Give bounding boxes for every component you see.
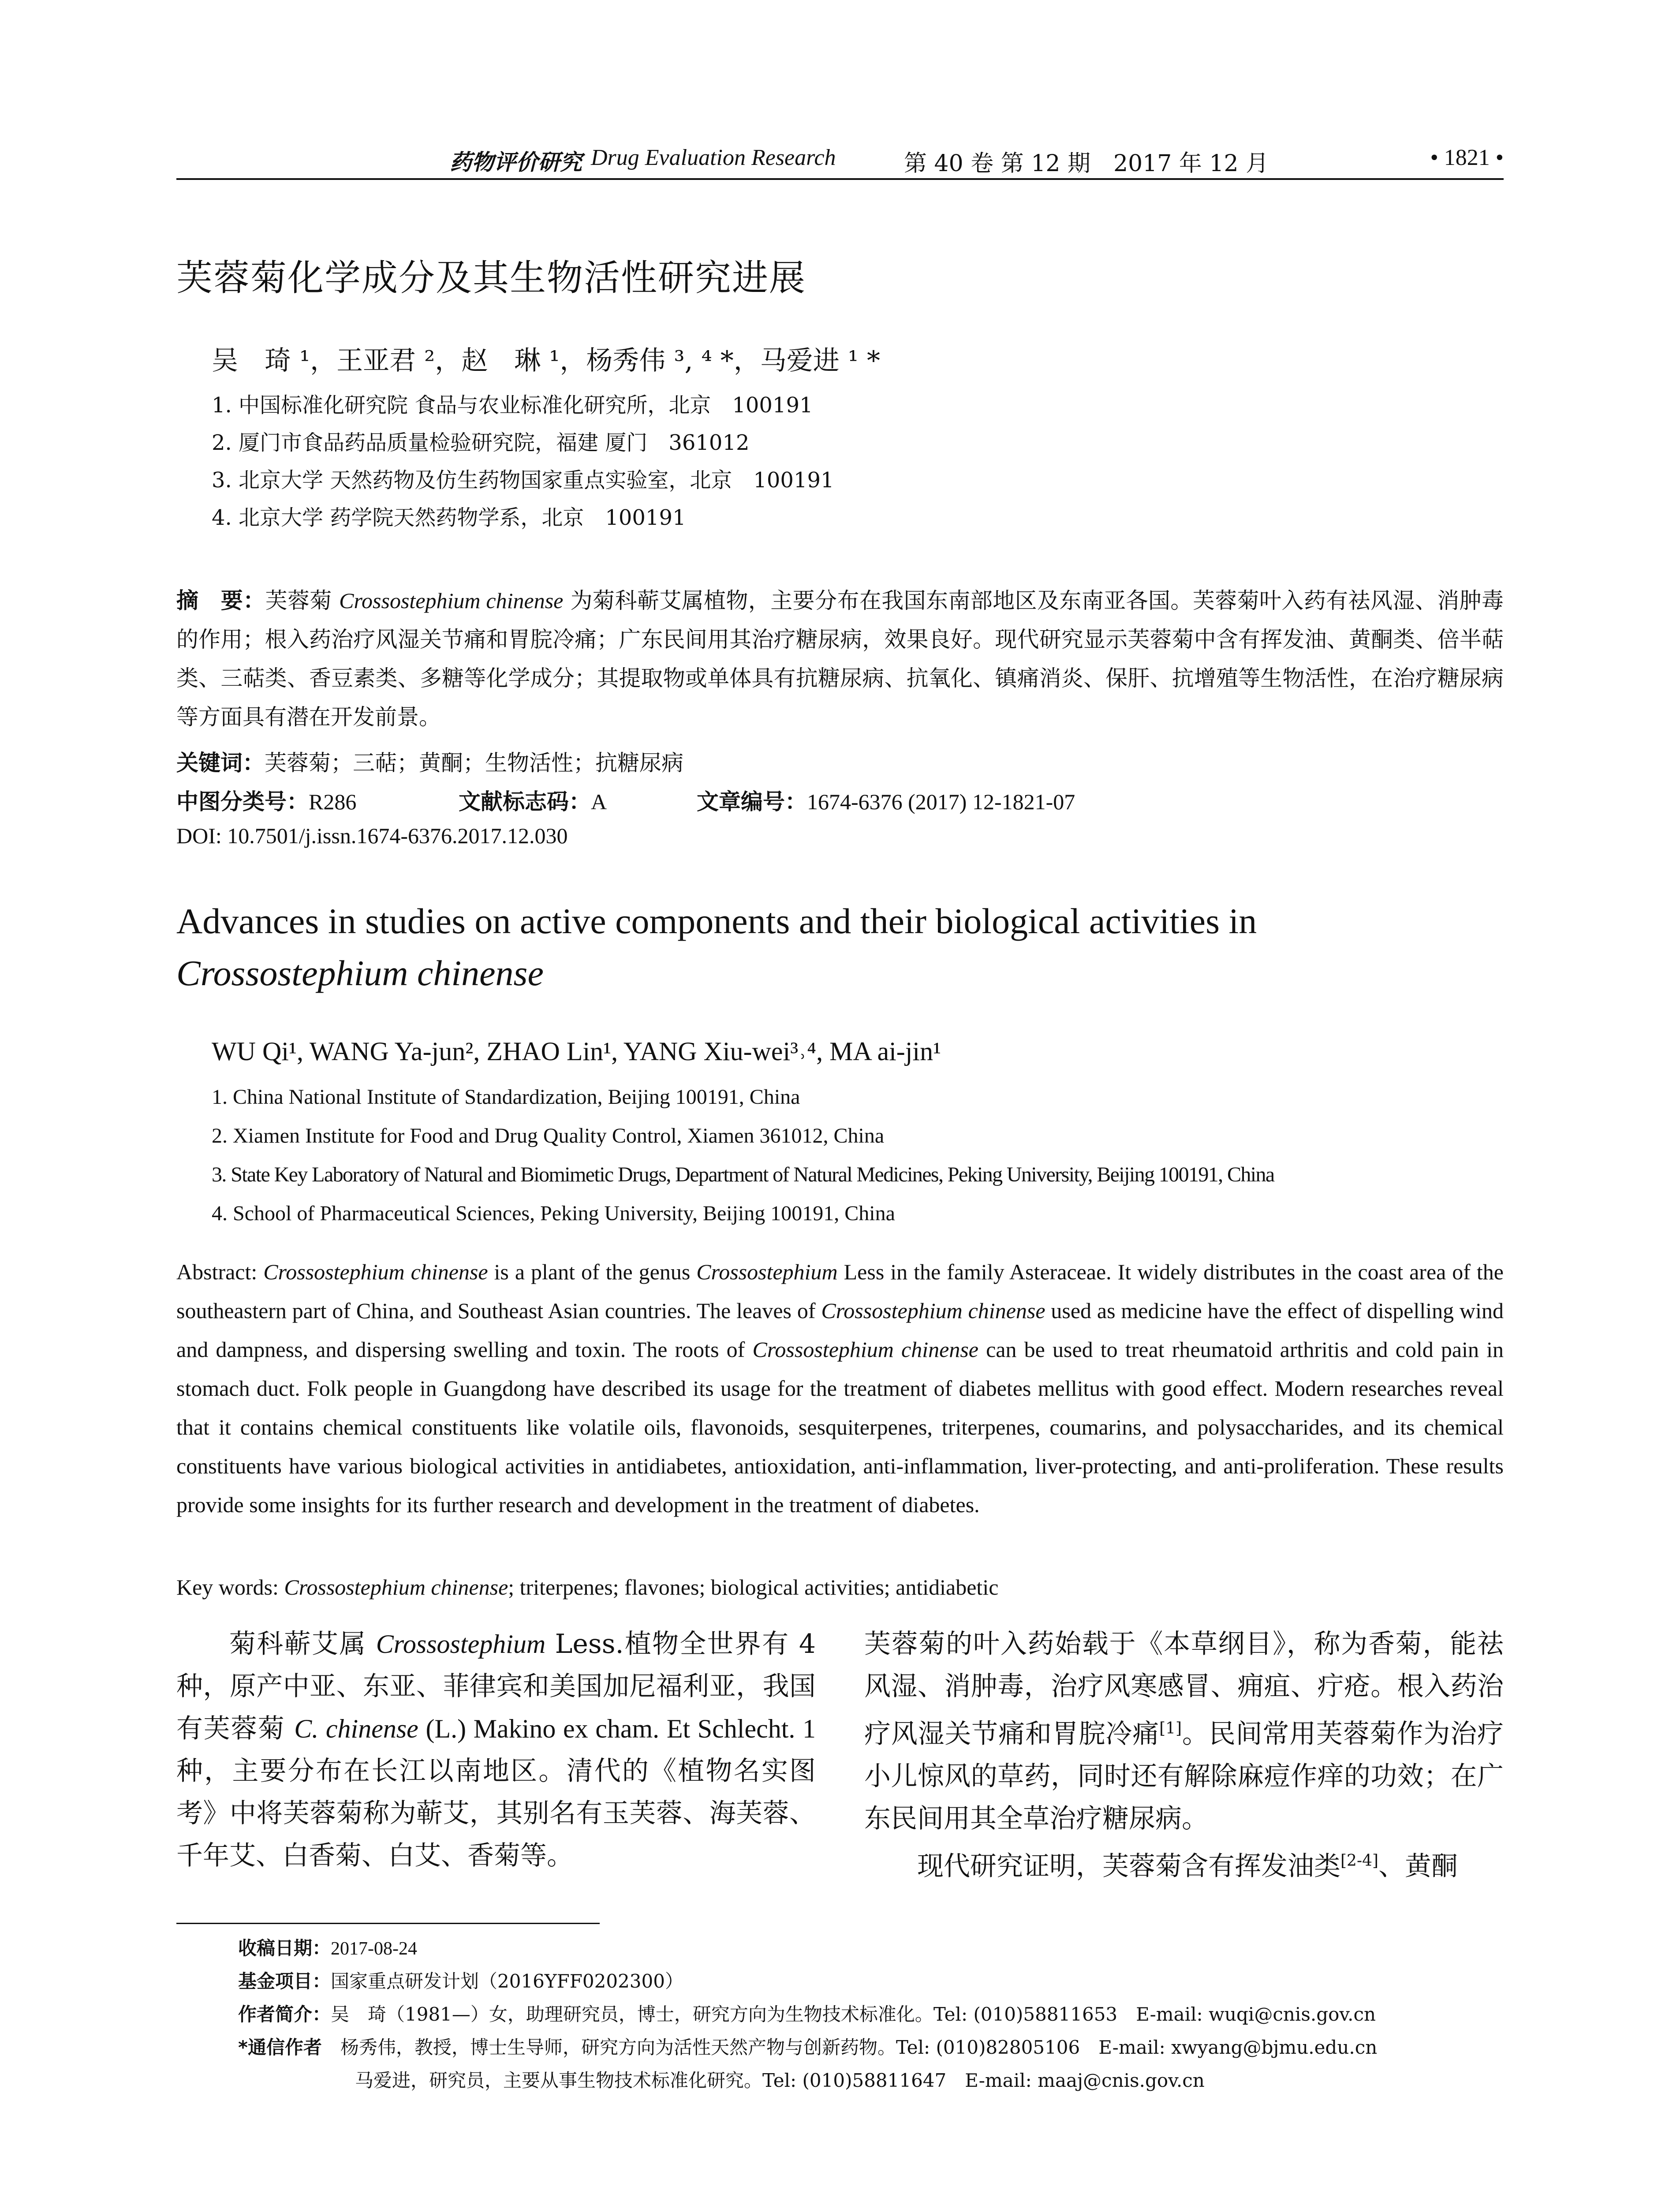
title-en [176, 895, 1504, 999]
abstract-en-text: is a plant of the genus [488, 1259, 697, 1284]
received-label: 收稿日期： [238, 1937, 331, 1959]
issue-info: 第 40 卷 第 12 期 2017 年 12 月 [904, 150, 1269, 177]
page-number: • 1821 • [1430, 145, 1504, 170]
body-text: Less.植物全世界有 4 种，原产中亚、东亚、菲律宾和美国加尼福利亚，我国有芙蓉菊 [176, 1629, 816, 1744]
keywords-en-label: Key words: [176, 1575, 284, 1600]
fund-label: 基金项目： [238, 1970, 331, 1992]
body-text: 。民间常用芙蓉菊作为治疗小儿惊风的草药，同时还有解除麻痘作痒的功效；在广东民间用其全草治疗糖尿病。 [864, 1719, 1504, 1834]
article-number [697, 784, 1075, 816]
body-text: 、黄酮 [1378, 1851, 1458, 1882]
article-label: 文章编号： [697, 789, 807, 815]
authors-en: WU Qi¹, WANG Ya-jun², ZHAO Lin¹, YANG Xiu-wei³˒⁴, MA ai-jin¹ [212, 1037, 941, 1066]
keywords-en [176, 1574, 998, 1600]
footnote-correspondence [238, 2033, 1504, 2059]
genus-name: Crossostephium [376, 1629, 546, 1659]
species-name: Crossostephium chinense [284, 1575, 508, 1600]
authors-cn: 吴 琦 ¹，王亚君 ²，赵 琳 ¹，杨秀伟 ³, ⁴ *，马爱进 ¹ * [212, 345, 880, 376]
abstract-cn-text: 为菊科蕲艾属植物，主要分布在我国东南部地区及东南亚各国。芙蓉菊叶入药有祛风湿、消肿毒的作用；根入药治疗风湿关节痛和胃脘冷痛；广东民间用其治疗糖尿病，效果良好。现代研究显示芙蓉菊中含有挥发油、黄酮类、倍半萜类、三萜类、香豆素类、多糖等化学成分；其提取物或单体具有抗糖尿病、抗氧化、镇痛消炎、保肝、抗增殖等生物活性，在治疗糖尿病等方面具有潜在开发前景。 [176, 588, 1504, 730]
abstract-en-label: Abstract: [176, 1259, 264, 1284]
citation: [2-4] [1340, 1852, 1379, 1870]
footnote-fund [238, 1967, 683, 1993]
affiliation-cn-3: 3. 北京大学 天然药物及仿生药物国家重点实验室，北京 100191 [212, 468, 834, 493]
footnote-received [238, 1934, 417, 1960]
affiliation-en-1: 1. China National Institute of Standardization, Beijing 100191, China [212, 1085, 800, 1109]
body-paragraph-2 [864, 1840, 1504, 1887]
abstract-cn-text: 芙蓉菊 [265, 588, 340, 613]
affiliation-cn-1: 1. 中国标准化研究院 食品与农业标准化研究所，北京 100191 [212, 393, 813, 418]
footnote-author [238, 2000, 1504, 2026]
species-name: Crossostephium chinense [339, 588, 564, 613]
species-name: Crossostephium chinense [752, 1337, 978, 1362]
species-name: Crossostephium chinense [263, 1259, 488, 1284]
title-cn: 芙蓉菊化学成分及其生物活性研究进展 [176, 257, 806, 299]
running-header [176, 141, 1504, 181]
doc-label: 文献标志码： [459, 789, 591, 815]
keywords-en-text: ; triterpenes; flavones; biological activities; antidiabetic [508, 1575, 999, 1600]
affiliation-en-2: 2. Xiamen Institute for Food and Drug Quality Control, Xiamen 361012, China [212, 1124, 885, 1147]
body-text: (L.) Makino ex cham. Et Schlecht. 1 种，主要分布在长江以南地区。清代的《植物名实图考》中将芙蓉菊称为蕲艾，其别名有玉芙蓉、海芙蓉、千年艾、白香菊、白艾、香菊等。 [176, 1714, 816, 1870]
body-text: 现代研究证明，芙蓉菊含有挥发油类 [917, 1851, 1340, 1882]
affiliation-cn-2: 2. 厦门市食品药品质量检验研究院，福建 厦门 361012 [212, 430, 750, 455]
body-text: 芙蓉菊的叶入药始载于《本草纲目》，称为香菊，能祛风湿、消肿毒，治疗风寒感冒、痈疽、疔疮。根入药治疗风湿关节痛和胃脘冷痛 [864, 1629, 1504, 1749]
header-rule [176, 178, 1504, 180]
abstract-cn [176, 581, 1504, 736]
species-name: C. chinense [294, 1714, 418, 1743]
abstract-en-text: can be used to treat rheumatoid arthritis and cold pain in stomach duct. Folk people in Guangdong have described its usage for the treatment of diabetes mellitus with good effect. Modern researches reveal that it contains chemical constituents like volatile oils, flavonoids, sesquiterpenes, triterpenes, coumarins, and polysaccharides, and its chemical constituents have various biological activities in antidiabetes, antioxidation, anti-inflammation, liver-protecting, and anti-proliferation. These results provide some insights for its further research and development in the treatment of diabetes. [176, 1337, 1504, 1517]
correspondence-label: *通信作者 [238, 2037, 322, 2058]
clc-label: 中图分类号： [176, 789, 309, 815]
keywords-cn-text: 芙蓉菊；三萜；黄酮；生物活性；抗糖尿病 [265, 750, 683, 776]
abstract-en-text: Less in the family Asteraceae. It widely distributes in the coast area of the southeastern part of China, and Southeast Asian countries. The leaves of [176, 1259, 1504, 1323]
affiliation-en-3: 3. State Key Laboratory of Natural and Biomimetic Drugs, Department of Natural Medicines, Peking University, Beijing 100191, China [212, 1163, 1274, 1186]
genus-name: Crossostephium [696, 1259, 838, 1284]
correspondence-1: 杨秀伟，教授，博士生导师，研究方向为活性天然产物与创新药物。Tel: (010)82805106 E-mail: xwyang@bjmu.edu.cn [340, 2037, 1378, 2058]
affiliation-en-4: 4. School of Pharmaceutical Sciences, Peking University, Beijing 100191, China [212, 1202, 895, 1225]
body-column-left [176, 1623, 816, 1877]
title-en-line-1: Advances in studies on active components and their biological activities in [176, 901, 1257, 941]
citation: [1] [1159, 1719, 1182, 1738]
footnote-rule [176, 1923, 600, 1924]
title-en-line-2: Crossostephium chinense [176, 953, 544, 993]
doi: DOI: 10.7501/j.issn.1674-6376.2017.12.030 [176, 823, 568, 848]
keywords-cn-label: 关键词： [176, 750, 265, 776]
doc-code [459, 784, 607, 816]
doc-value: A [591, 789, 607, 814]
article-value: 1674-6376 (2017) 12-1821-07 [807, 789, 1075, 814]
affiliation-cn-4: 4. 北京大学 药学院天然药物学系，北京 100191 [212, 505, 686, 530]
body-text: 菊科蕲艾属 [229, 1629, 376, 1659]
author-bio: 吴 琦（1981—）女，助理研究员，博士，研究方向为生物技术标准化。Tel: (010)58811653 E-mail: wuqi@cnis.gov.cn [331, 2003, 1376, 2025]
species-name: Crossostephium chinense [821, 1298, 1045, 1323]
journal-logo: 药物评价研究 [450, 149, 582, 175]
keywords-cn [176, 745, 683, 777]
clc-value: R286 [309, 789, 357, 814]
journal-name: Drug Evaluation Research [591, 145, 836, 170]
body-column-right [864, 1623, 1504, 1887]
abstract-en-text: used as medicine have the effect of dispelling wind and dampness, and dispersing swelling and toxin. The roots of [176, 1298, 1504, 1362]
received-date: 2017-08-24 [331, 1939, 417, 1959]
footnote-correspondence-2: 马爱进，研究员，主要从事生物技术标准化研究。Tel: (010)58811647 E-mail: maaj@cnis.gov.cn [355, 2070, 1205, 2091]
abstract-cn-label: 摘 要： [176, 588, 265, 613]
classification-line [176, 784, 1504, 816]
author-label: 作者简介： [238, 2003, 331, 2025]
abstract-en [176, 1252, 1504, 1524]
fund-text: 国家重点研发计划（2016YFF0202300） [331, 1970, 683, 1992]
